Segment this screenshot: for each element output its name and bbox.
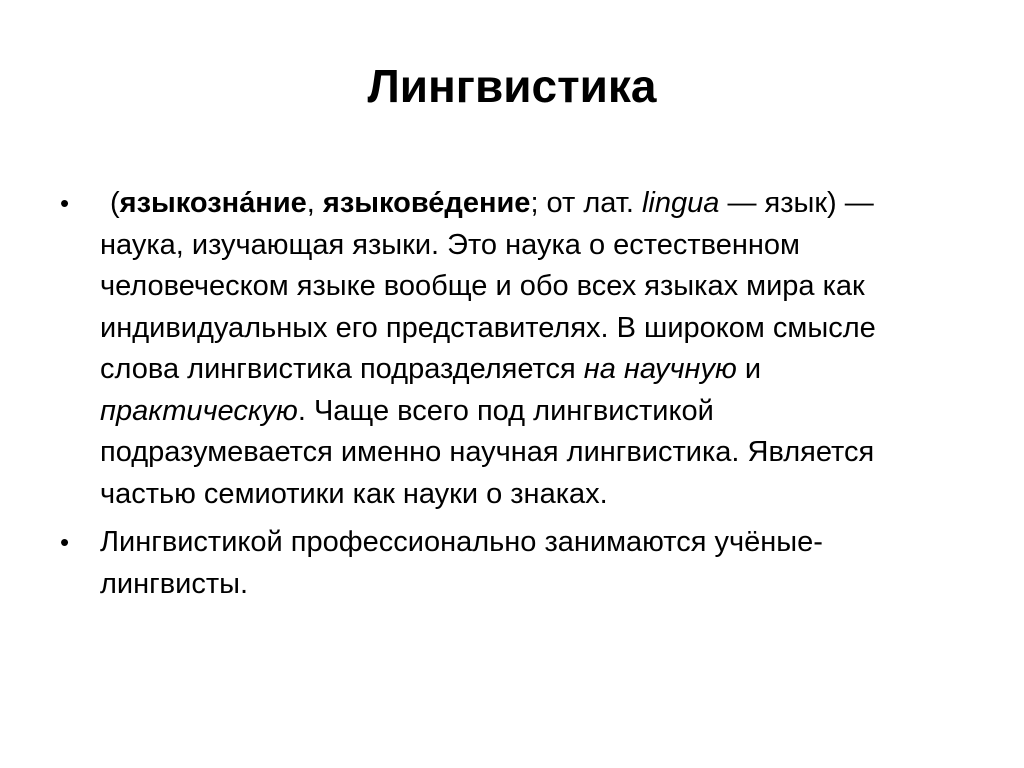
linguists-text: Лингвистикой профессионально занимаются учёные-лингвисты. [100, 526, 823, 600]
bullet-list [60, 183, 910, 612]
bullet-item-definition [60, 183, 910, 515]
slide-title: Лингвистика [367, 60, 657, 112]
latin-word: lingua [641, 187, 720, 219]
italic-scientific: на научную [583, 353, 737, 385]
conjunction: и [736, 353, 762, 385]
bullet-item-linguists [60, 522, 910, 605]
definition-text [100, 187, 876, 510]
italic-practical: практическую [100, 394, 298, 427]
bullet-icon: • [60, 188, 70, 218]
bullet-icon: • [60, 527, 70, 557]
term-yazykoznanie: языкозна́ние [119, 187, 307, 219]
definition-tail: . Чаще всего под лингвистикой подразумевается именно научная лингвистика. Является частью семиотики как науки о знаках. [100, 394, 875, 510]
definition-body: — язык) — наука, изучающая языки. Это наука о естественном человеческом языке вообще и обо всех языках мира как индивидуальных его представителях. В широком смысле слова лингвистика подразделяется [100, 187, 876, 385]
etymology-text: ; от лат. [530, 187, 642, 219]
open-paren: ( [110, 187, 120, 219]
separator: , [306, 187, 323, 219]
term-yazykovedenie: языкове́дение [322, 187, 531, 219]
